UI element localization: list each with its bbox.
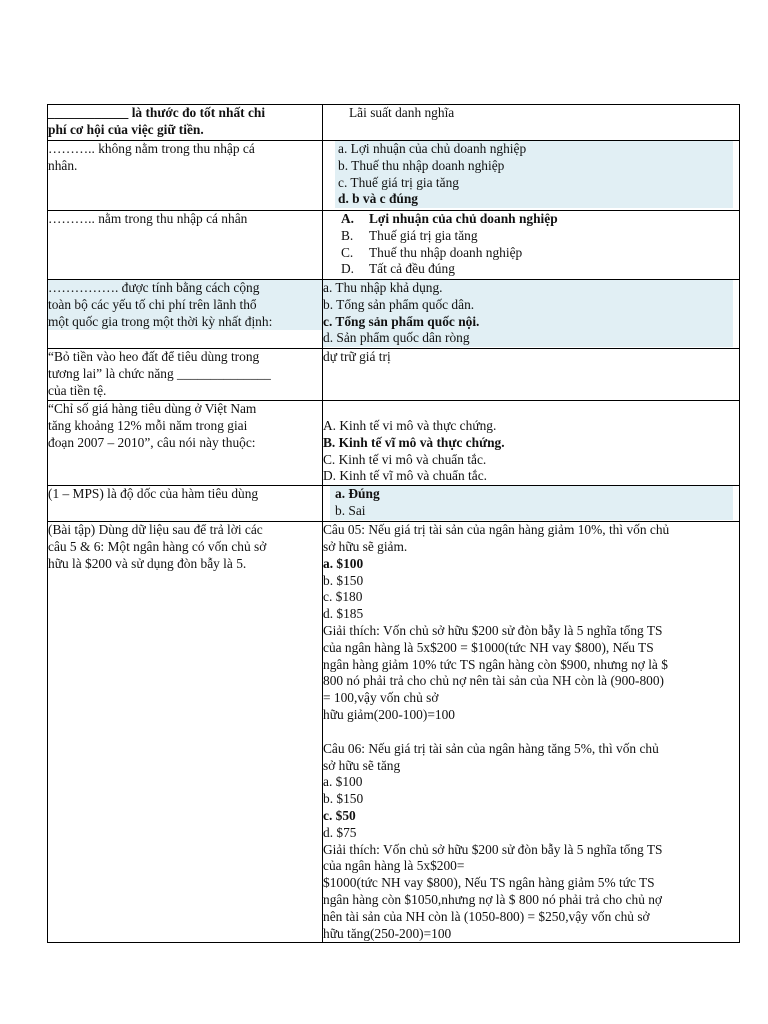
option-letter: C.: [341, 244, 354, 260]
answer-option: C. Kinh tế vi mô và chuẩn tắc.: [323, 451, 487, 467]
option-letter: B.: [341, 227, 354, 243]
question-line: đoạn 2007 – 2010”, câu nói này thuộc:: [48, 434, 256, 450]
explanation-line: = 100,vậy vốn chủ sở: [323, 690, 439, 706]
explanation-line: nên tài sản của NH còn là (1050-800) = $250,vậy vốn chủ sở: [323, 908, 650, 924]
question-line: hữu là $200 và sử dụng đòn bẫy là 5.: [48, 555, 247, 571]
table-row: [48, 349, 740, 401]
q6-stem-line: Câu 06: Nếu giá trị tài sản của ngân hàng tăng 5%, thì vốn chủ: [323, 740, 659, 756]
question-cell: [48, 486, 323, 522]
answer-option: c. Thuế giá trị gia tăng: [338, 174, 459, 190]
answer-highlight: [330, 486, 733, 520]
option-text: Thuế thu nhập doanh nghiệp: [369, 244, 523, 260]
qa-table: [47, 104, 740, 943]
answer-cell: [323, 141, 740, 211]
question-line: phí cơ hội của việc giữ tiền.: [48, 121, 204, 137]
answer-cell: [323, 522, 740, 943]
question-line: (1 – MPS) là độ dốc của hàm tiêu dùng: [48, 486, 259, 502]
answer-option: a. Thu nhập khả dụng.: [323, 280, 443, 295]
question-line: của tiền tệ.: [48, 382, 107, 398]
answer-option: b. Thuế thu nhập doanh nghiệp: [338, 157, 505, 173]
correct-answer: c. $50: [323, 807, 356, 823]
answer-option: [333, 261, 739, 278]
answer-option: b. Tổng sản phẩm quốc dân.: [323, 296, 475, 312]
question-line: nhân.: [48, 157, 78, 173]
answer-option: d. $75: [323, 824, 357, 840]
question-cell: [48, 401, 323, 486]
table-row: [48, 211, 740, 280]
question-line: tương lai” là chức năng ______________: [48, 365, 271, 381]
answer-option: d. Sản phẩm quốc dân ròng: [323, 330, 470, 346]
answer-cell: [323, 349, 740, 401]
answer-option: b. $150: [323, 791, 364, 807]
correct-answer: B. Kinh tế vĩ mô và thực chứng.: [323, 434, 505, 450]
correct-answer: c. Tổng sản phẩm quốc nội.: [323, 313, 480, 329]
explanation-line: hữu giảm(200-100)=100: [323, 706, 455, 722]
question-cell: [48, 349, 323, 401]
answer-cell: [323, 486, 740, 522]
q5-stem-line: sở hữu sẽ giảm.: [323, 538, 408, 554]
question-cell: [48, 141, 323, 211]
explanation-line: ngân hàng còn $1050,nhưng nợ là $ 800 nó phải trả cho chủ nợ: [323, 891, 663, 907]
option-letter: A.: [341, 211, 355, 226]
explanation-line: $1000(tức NH vay $800), Nếu TS ngân hàng giảm 5% tức TS: [323, 875, 655, 891]
table-row: [48, 280, 740, 349]
question-cell: [48, 280, 323, 349]
question-highlight: [48, 280, 322, 330]
answer-option: c. $180: [323, 589, 363, 605]
answer-option: d. $185: [323, 606, 364, 622]
answer-line: Lãi suất danh nghĩa: [349, 105, 455, 120]
answer-cell: [323, 211, 740, 280]
question-line: ……….. không nằm trong thu nhập cá: [48, 141, 255, 156]
answer-highlight: [335, 141, 733, 208]
question-cell: [48, 105, 323, 141]
option-text: Thuế giá trị gia tăng: [369, 227, 478, 243]
answer-option: D. Kinh tế vĩ mô và chuẩn tắc.: [323, 468, 487, 484]
table-row: [48, 105, 740, 141]
correct-answer: a. $100: [323, 555, 364, 571]
option-text: Tất cả đều đúng: [369, 261, 455, 277]
correct-answer: a. Đúng: [335, 486, 380, 502]
table-row: [48, 486, 740, 522]
question-line: “Bỏ tiền vào heo đất để tiêu dùng trong: [48, 349, 260, 364]
table-row: [48, 141, 740, 211]
answer-cell: [323, 401, 740, 486]
answer-option: A. Kinh tế vi mô và thực chứng.: [323, 418, 497, 433]
question-line: toàn bộ các yếu tố chi phí trên lãnh thổ: [48, 296, 257, 312]
question-line: câu 5 & 6: Một ngân hàng có vốn chủ sở: [48, 538, 267, 554]
explanation-line: của ngân hàng là 5x$200=: [323, 858, 465, 874]
table-row: [48, 522, 740, 943]
explanation-line: hữu tăng(250-200)=100: [323, 925, 452, 941]
explanation-line: 800 nó phải trả cho chủ nợ nên tài sản của NH còn là (900-800): [323, 673, 665, 689]
question-line: ……………. được tính bằng cách cộng: [48, 280, 260, 295]
option-letter: D.: [341, 261, 355, 277]
answer-option: a. Lợi nhuận của chủ doanh nghiệp: [338, 141, 527, 156]
q6-stem-line: sở hữu sẽ tăng: [323, 757, 401, 773]
correct-answer: [333, 211, 739, 228]
answer-highlight: [323, 280, 733, 347]
answer-cell: [323, 280, 740, 349]
question-line: “Chỉ số giá hàng tiêu dùng ở Việt Nam: [48, 401, 257, 416]
correct-answer: d. b và c đúng: [338, 191, 419, 207]
question-line: (Bài tập) Dùng dữ liệu sau để trả lời các: [48, 522, 263, 538]
answer-option: b. $150: [323, 572, 364, 588]
question-cell: [48, 522, 323, 943]
explanation-line: Giải thích: Vốn chủ sở hữu $200 sử đòn bẫy là 5 nghĩa tổng TS: [323, 841, 663, 857]
explanation-line: Giải thích: Vốn chủ sở hữu $200 sử đòn bẫy là 5 nghĩa tổng TS: [323, 622, 663, 638]
option-text: Lợi nhuận của chủ doanh nghiệp: [369, 211, 558, 226]
answer-cell: [323, 105, 740, 141]
question-line: tăng khoảng 12% mỗi năm trong giai: [48, 417, 248, 433]
answer-option: b. Sai: [335, 502, 366, 518]
answer-line: dự trữ giá trị: [323, 349, 391, 364]
explanation-line: ngân hàng giảm 10% tức TS ngân hàng còn $900, nhưng nợ là $: [323, 656, 668, 672]
question-cell: [48, 211, 323, 280]
question-line: ____________ là thước đo tốt nhất chi: [48, 105, 266, 120]
answer-option: [333, 245, 739, 262]
question-5-block: [323, 522, 739, 724]
question-line: một quốc gia trong một thời kỳ nhất định:: [48, 313, 273, 329]
answer-option: a. $100: [323, 774, 363, 790]
q5-stem-line: Câu 05: Nếu giá trị tài sản của ngân hàng giảm 10%, thì vốn chủ: [323, 522, 670, 538]
explanation-line: của ngân hàng là 5x$200 = $1000(tức NH vay $800), Nếu TS: [323, 639, 654, 655]
question-6-block: [323, 741, 739, 943]
table-row: [48, 401, 740, 486]
spacer: [323, 724, 739, 741]
question-line: ……….. nằm trong thu nhập cá nhân: [48, 211, 248, 226]
answer-option: [333, 228, 739, 245]
